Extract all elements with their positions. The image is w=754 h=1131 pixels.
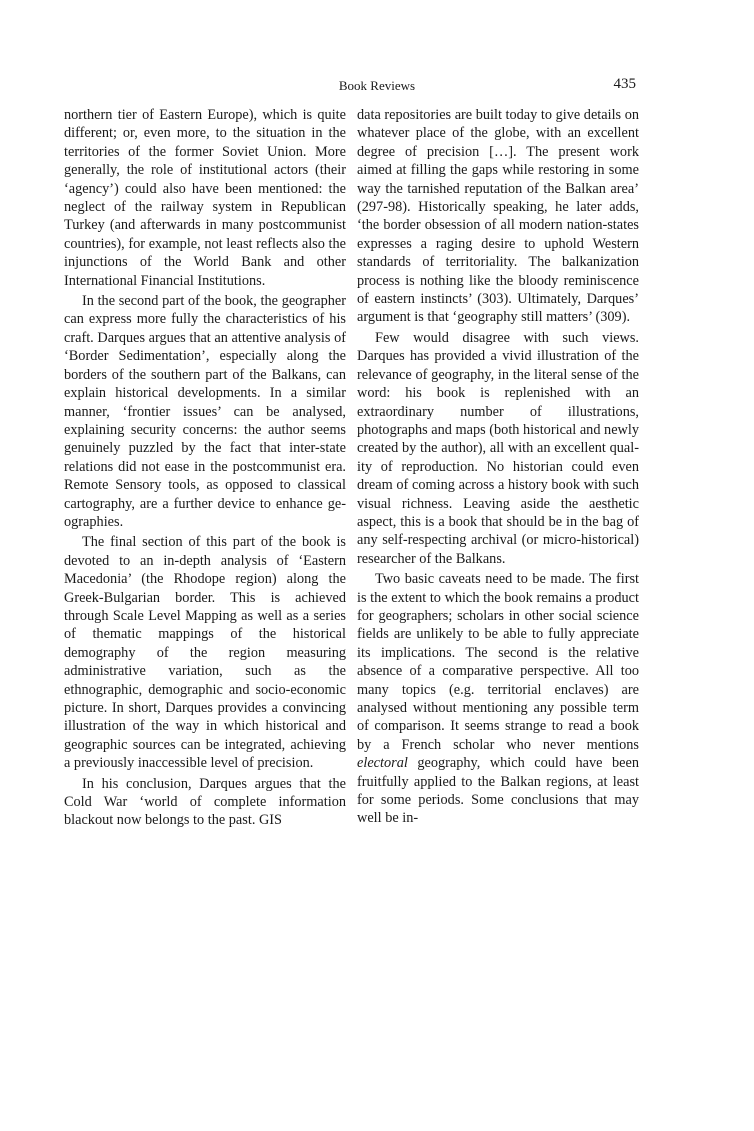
italic-term: electoral: [357, 755, 408, 772]
paragraph: northern tier of Eastern Europe), which is quite different; or, even more, to the situation in the territories of the former Soviet Union. More generally, the role of institutional actors (their ‘agency’) could also have been mentioned: the neglect of the railway system in Republican Turkey (and afterwards in many postcommunist countries), for example, not least reflects also the injunctions of the World Bank and other International Financial Institutions.: [64, 107, 346, 289]
paragraph: The final section of this part of the book is devoted to an in-depth analysis of ‘Eastern Macedonia’ (the Rhodope region) along the Greek-Bulgarian border. This is achieved through Scale Level Mapping as well as a series of thematic mappings of the historical demography of the region measuring administrative variation, such as the ethnographic, demographic and socio-economic picture. In short, Darques provides a convincing illustration of the way in which historical and geographic sources can be integrated, achieving a previously inaccessible level of precision.: [64, 534, 346, 772]
paragraph: [357, 570, 639, 828]
paragraph: In the second part of the book, the geographer can express more fully the characteristics of his craft. Darques argues that an attentive analysis of ‘Border Sedimentation’, especially along the borders of the southern part of the Balkans, can explain historical developments. In a similar manner, ‘frontier issues’ can be analysed, explaining security concerns: the author seems genuinely puzzled by the fact that inter-state relations did not ease in the postcommunist era. Remote Sensory tools, as opposed to classical cartography, are a further device to enhance geographies.: [64, 293, 346, 530]
paragraph: In his conclusion, Darques argues that the Cold War ‘world of complete information blackout now belongs to the past. GIS: [64, 775, 346, 829]
paragraph: data repositories are built today to give details on whatever place of the globe, with an excellent degree of precision […]. The present work aimed at filling the gaps while restoring in some way the tarnished reputation of the Balkan area’ (297-98). Historically speaking, he later adds, ‘the border obsession of all modern nation-states expresses a raging desire to uphold Western standards of territoriality. The balkanization process is nothing like the bloody reminiscence of eastern instincts’ (303). Ultimately, Darques’ argument is that ‘geography still matters’ (309).: [357, 107, 639, 326]
running-head: [0, 76, 754, 96]
running-title: Book Reviews: [338, 78, 416, 93]
page-number: 435: [613, 76, 636, 92]
paragraph: Few would disagree with such views. Darques has provided a vivid illustration of the relevance of geography, in the literal sense of the word: his book is replenished with an extraordinary number of illustrations, photographs and maps (both historical and newly created by the author), all with an excellent quality of reproduction. No historian could even dream of coming across a history book with such visual richness. Leaving aside the aesthetic aspect, this is a book that should be in the bag of any self-respecting archival (or micro-historical) researcher of the Balkans.: [357, 329, 639, 567]
paragraph-text: Two basic caveats need to be made. The first is the extent to which the book remains a product for geographers; scholars in other social science fields are unlikely to be able to fully appreciate its implications. The second is the relative absence of a comparative perspective. All too many topics (e.g. territorial enclaves) are analysed without mentioning any possible term of comparison. It seems strange to read a book by a French scholar who never mentions: [357, 571, 639, 753]
paragraph-text: geography, which could have been fruitfully applied to the Balkan regions, at least for some periods. Some conclusions that may well be in-: [357, 755, 639, 827]
right-column: [357, 106, 639, 828]
left-column: [64, 106, 346, 830]
